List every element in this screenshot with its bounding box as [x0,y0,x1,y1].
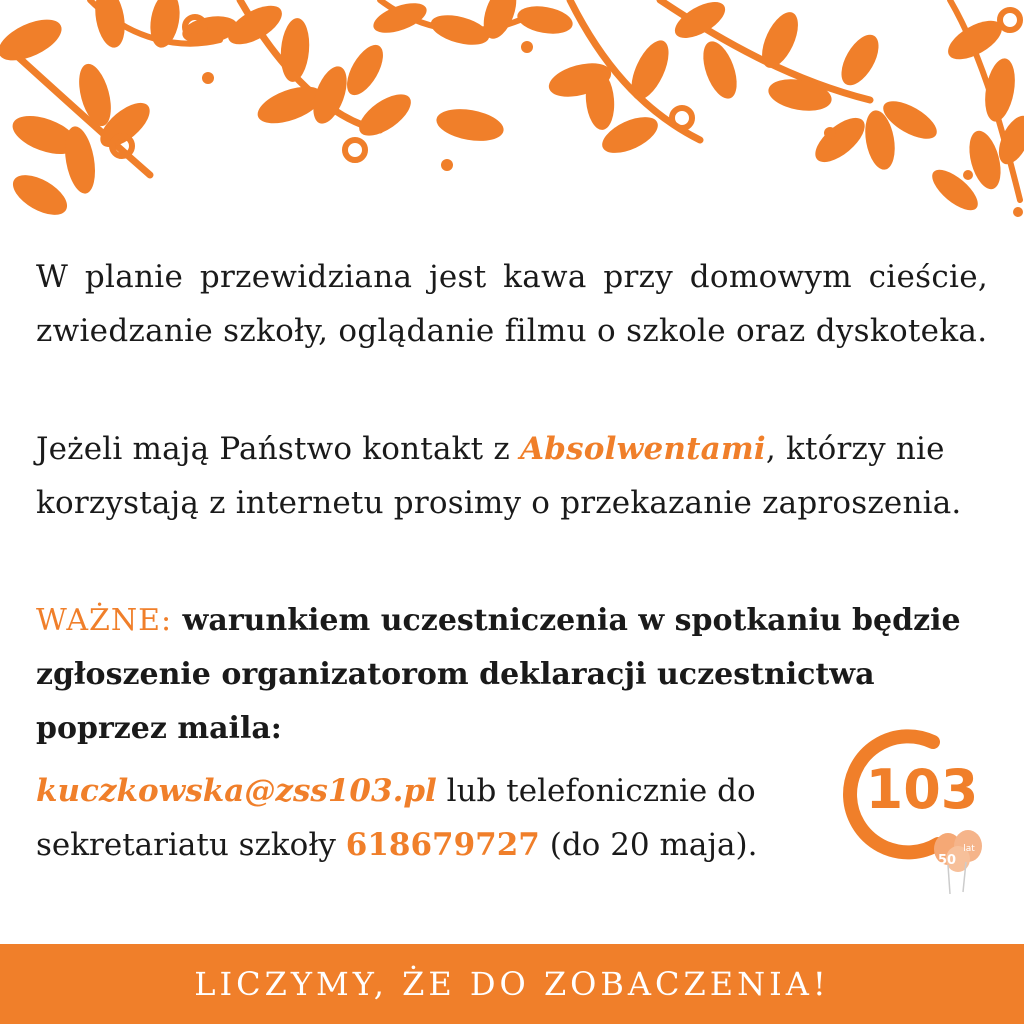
graduates-highlight: Absolwentami [519,431,766,467]
badge-number: 50 [937,853,957,868]
paragraph-contact-after: , którzy nie korzystają z internetu prosimy o przekazanie zaproszenia. [36,431,962,521]
paragraph-contact [36,422,988,530]
leaf-decoration-icon [0,0,1024,230]
registration-after: (do 20 maja). [539,827,758,863]
paragraph-program: W planie przewidziana jest kawa przy domowym cieście, zwiedzanie szkoły, oglądanie filmu o szkole oraz dyskoteka. [36,259,988,349]
school-103-logo-icon [838,724,998,904]
paragraph-registration [36,764,836,872]
important-text: warunkiem uczestniczenia w spotkaniu będzie zgłoszenie organizatorom deklaracji uczestnictwa poprzez maila: [36,603,961,746]
important-label: WAŻNE: [36,603,173,638]
logo-number: 103 [865,758,979,821]
email-link[interactable]: kuczkowska@zss103.pl [36,773,437,809]
registration-middle: lub telefonicznie do sekretariatu szkoły [36,773,756,863]
phone-number[interactable]: 618679727 [345,827,540,863]
footer-banner [0,944,1024,1024]
paragraph-contact-before: Jeżeli mają Państwo kontakt z [36,431,520,467]
badge-text: lat [963,844,975,854]
footer-text: LICZYMY, ŻE DO ZOBACZENIA! [194,965,830,1003]
